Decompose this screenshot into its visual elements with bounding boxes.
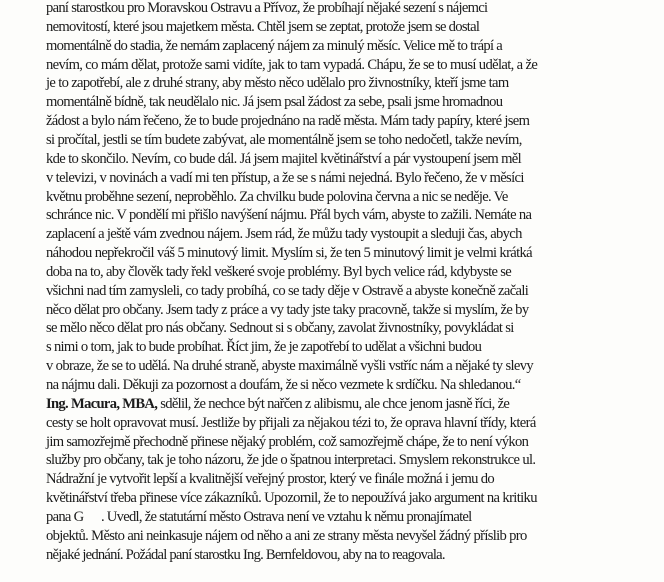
text-line: [46, 113, 664, 129]
text-line: [46, 170, 664, 186]
text-line: [46, 509, 664, 525]
text-line: [46, 283, 664, 299]
text-line: [46, 151, 664, 167]
text-line: [46, 452, 664, 468]
text-line: [46, 207, 664, 223]
text-line: [46, 415, 664, 431]
text-line-content: květinářství třeba přinese více zákazníků. Upozornil, že to nepoužívá jako argument na kritiku: [46, 490, 537, 507]
text-line: [46, 132, 664, 148]
text-line-content: pana G . Uvedl, že statutární město Ostrava není ve vztahu k němu pronajímatel: [46, 508, 472, 525]
text-line-content: něco dělat pro občany. Jsem tady z práce a vy tady jste taky pracovně, takže si myslím, že by: [46, 301, 529, 318]
text-line: [46, 38, 664, 54]
text-line-content: nějaké jednání. Požádal paní starostku Ing. Bernfeldovou, aby na to reagovala.: [46, 546, 445, 563]
text-line: [46, 245, 664, 261]
text-line: [46, 471, 664, 487]
text-line-content: momentálně do stadia, že nemám zaplacený nájem za minulý měsíc. Velice mě to trápí a: [46, 37, 502, 54]
text-line-content: žádost a bylo nám řečeno, že to bude projednáno na radě města. Mám tady papíry, které jsem: [46, 113, 530, 130]
text-line: [46, 434, 664, 450]
text-line-content: Nádražní je vytvořit lepší a kvalitnější veřejný prostor, který ve finále možná i jemu do: [46, 471, 495, 488]
text-line-content: s nimi o tom, jak to bude probíhat. Říct jim, že je zapotřebí to udělat a všichni budou: [46, 339, 482, 356]
text-line-content: v televizi, v novinách a vadí mi ten přístup, a že se s námi nejedná. Bylo řečeno, že v měsíci: [46, 169, 524, 186]
text-line: [46, 339, 664, 355]
text-line-content: sdělil, že nechce být nařčen z alibismu, ale chce jenom jasně říci, že: [157, 395, 510, 412]
text-line: [46, 264, 664, 280]
text-line-content: všichni nad tím zamysleli, co tady probíhá, co se tady děje v Ostravě a abyste konečně začali: [46, 282, 529, 299]
text-line: [46, 358, 664, 374]
text-line-content: je to zapotřebí, ale z druhé strany, aby město něco udělalo pro živnostníky, kteří jsme tam: [46, 75, 509, 92]
speaker-name: Ing. Macura, MBA,: [46, 395, 158, 412]
text-line-content: cesty se holt opravovat musí. Jestliže by přijali za nějakou tézi to, že oprava hlavní třídy, která: [46, 414, 536, 431]
text-line-content: služby pro občany, tak je toho názoru, že jde o špatnou interpretaci. Smyslem rekonstrukce ul.: [46, 452, 536, 469]
text-line-content: nevím, co mám dělat, protože sami vidíte, jak to tam vypadá. Chápu, že se to musí udělat, a že: [46, 56, 538, 73]
text-line: [46, 94, 664, 110]
text-line: [46, 75, 664, 91]
text-line: [46, 57, 664, 73]
text-line-content: doba na to, aby člověk tady řekl veškeré svoje problémy. Byl bych velice rád, kdybyste se: [46, 263, 512, 280]
text-line-content: květnu proběhne sezení, neproběhlo. Za chvilku bude polovina června a nic se neděje. Ve: [46, 188, 508, 205]
text-line: [46, 377, 664, 393]
text-line: [46, 547, 664, 563]
text-line: [46, 189, 664, 205]
text-line-content: si pročítal, jestli se tím budete zabývat, ale momentálně jsem se toho nedočetl, takže nevím,: [46, 131, 522, 148]
text-line-content: nemovitostí, které jsou majetkem města. Chtěl jsem se zeptat, protože jsem se dostal: [46, 18, 480, 35]
text-line: [46, 19, 664, 35]
text-line-content: momentálně bídně, tak neudělalo nic. Já jsem psal žádost za sebe, psali jsme hromadnou: [46, 94, 503, 111]
text-line: [46, 490, 664, 506]
text-line-content: objektů. Město ani neinkasuje nájem od něho a ani ze strany města nevyšel žádný příslib pro: [46, 527, 527, 544]
text-line-content: jim samozřejmě přechodně přinese nějaký problém, což samozřejmě chápe, že to není výkon: [46, 433, 529, 450]
text-line: [46, 396, 664, 412]
text-line: [46, 302, 664, 318]
text-line-content: na nájmu dali. Děkuji za pozornost a doufám, že si něco vezmete k srdíčku. Na shledanou.“: [46, 377, 521, 393]
text-line-content: schránce nic. V pondělí mi přišlo navýšení nájmu. Přál bych vám, abyste to zažili. Nemáte na: [46, 207, 532, 224]
text-line-content: náhodou nepřekročil váš 5 minutový limit. Myslím si, že ten 5 minutový limit je velmi krátká: [46, 245, 532, 262]
text-line: [46, 528, 664, 544]
text-line-content: v obraze, že se to udělá. Na druhé straně, abyste maximálně vyšli vstříc nám a nějaké ty slevy: [46, 358, 534, 375]
text-line-content: paní starostkou pro Moravskou Ostravu a Přívoz, že probíhají nějaké sezení s nájemci: [46, 0, 488, 16]
text-line: [46, 0, 664, 16]
text-line: [46, 320, 664, 336]
text-line-content: kde to skončilo. Nevím, co bude dál. Já jsem majitel květinářství a pár vystoupení jsem měl: [46, 150, 521, 167]
text-line-content: se mělo něco dělat pro nás občany. Sednout si s občany, zavolat živnostníky, povykládat si: [46, 320, 514, 337]
text-line-content: zaplacení a ještě vám zvednou nájem. Jsem rád, že můžu tady vystoupit a sleduji čas, abych: [46, 226, 522, 243]
text-line: [46, 226, 664, 242]
